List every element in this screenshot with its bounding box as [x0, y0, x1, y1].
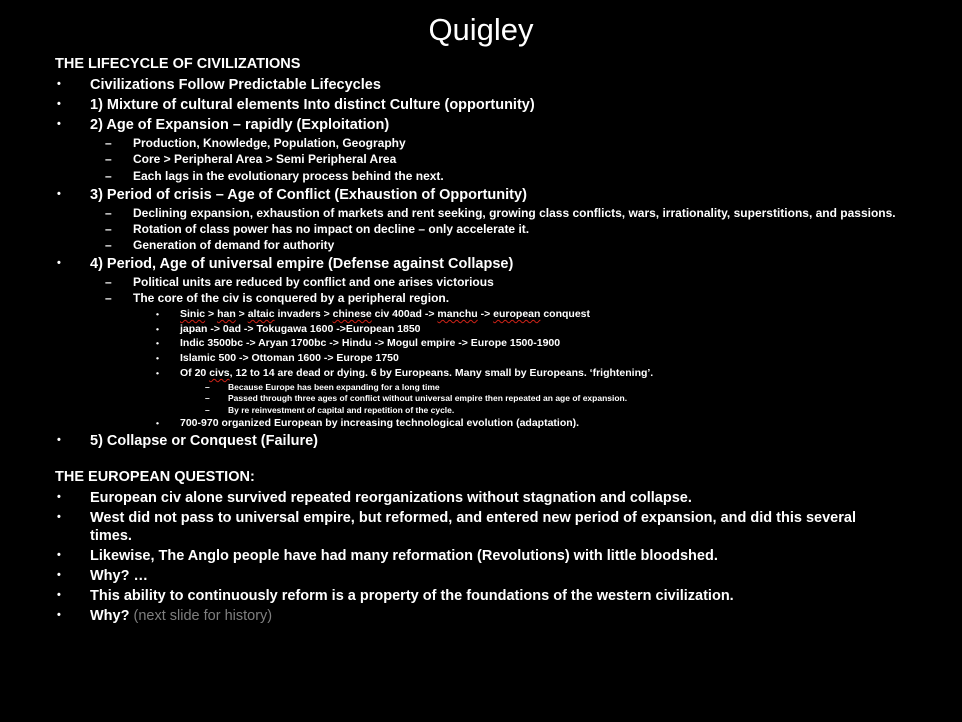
text-run: Declining expansion, exhaustion of markets and rent seeking, growing class conflicts, wars, irrationality, superstitions, and passions. — [133, 205, 896, 220]
text-run: By re reinvestment of capital and repetition of the cycle. — [228, 405, 455, 416]
section-heading: THE EUROPEAN QUESTION: — [55, 468, 255, 485]
section — [0, 55, 962, 451]
bullet-marker: – — [105, 291, 112, 306]
bullet-line — [0, 547, 962, 565]
bullet-text — [180, 323, 962, 336]
text-run: Civilizations Follow Predictable Lifecycles — [90, 76, 381, 93]
bullet-line — [0, 337, 962, 350]
bullet-text — [90, 96, 962, 114]
text-run: -> — [477, 307, 494, 320]
bullet-line — [0, 393, 962, 404]
bullet-line — [0, 323, 962, 336]
text-run: Likewise, The Anglo people have had many reformation (Revolutions) with little bloodshed. — [90, 548, 718, 565]
bullet-text — [133, 222, 962, 237]
text-run: Of 20 — [180, 366, 210, 379]
bullet-line — [0, 367, 962, 380]
bullet-marker: • — [57, 569, 61, 582]
section — [0, 468, 962, 626]
bullet-marker: – — [105, 221, 112, 236]
bullet-text — [133, 169, 962, 184]
misspelled-word: han — [217, 307, 236, 320]
text-run: > — [205, 307, 218, 320]
section-heading: THE LIFECYCLE OF CIVILIZATIONS — [55, 55, 301, 72]
bullet-text — [133, 152, 962, 167]
text-run: 4) Period, Age of universal empire (Defense against Collapse) — [90, 256, 514, 273]
bullet-line — [0, 96, 962, 114]
bullet-text — [90, 567, 962, 585]
text-run: Core > Peripheral Area > Semi Peripheral Area — [133, 152, 397, 167]
bullet-text — [90, 547, 962, 565]
text-run: Why? … — [90, 568, 148, 585]
text-run: This ability to continuously reform is a property of the foundations of the western civilization. — [90, 588, 734, 605]
bullet-marker: • — [57, 589, 61, 602]
bullet-marker: • — [156, 308, 159, 319]
text-run: Rotation of class power has no impact on decline – only accelerate it. — [133, 221, 530, 236]
bullet-line — [0, 405, 962, 416]
bullet-line — [0, 275, 962, 290]
bullet-text — [90, 255, 962, 273]
bullet-text — [133, 206, 962, 221]
bullet-marker: • — [57, 257, 61, 270]
text-run: Generation of demand for authority — [133, 238, 335, 253]
bullet-marker: • — [57, 97, 61, 110]
bullet-marker: – — [105, 205, 112, 220]
bullet-marker: • — [156, 323, 159, 334]
bullet-line — [0, 238, 962, 253]
misspelled-word: chinese — [332, 307, 372, 320]
bullet-marker: • — [156, 367, 159, 378]
bullet-text — [90, 186, 962, 204]
text-run: 2) Age of Expansion – rapidly (Exploitation) — [90, 117, 390, 134]
text-run: Because Europe has been expanding for a long time — [228, 381, 440, 392]
text-run: Each lags in the evolutionary process behind the next. — [133, 168, 444, 183]
bullet-line — [0, 76, 962, 94]
bullet-text — [90, 116, 962, 134]
bullet-text — [90, 587, 962, 605]
bullet-line — [0, 352, 962, 365]
bullet-text — [90, 607, 962, 625]
bullet-marker: • — [57, 187, 61, 200]
bullet-marker: • — [57, 434, 61, 447]
text-run: japan -> 0ad -> Tokugawa 1600 ->European 1850 — [180, 322, 421, 335]
bullet-marker: – — [105, 275, 112, 290]
text-run: invaders > — [274, 307, 333, 320]
bullet-text — [228, 393, 962, 404]
text-run: > — [235, 307, 248, 320]
bullet-text — [180, 417, 962, 430]
text-run: civ 400ad -> — [371, 307, 438, 320]
bullet-line — [0, 152, 962, 167]
bullet-line — [0, 308, 962, 321]
text-run: The core of the civ is conquered by a peripheral region. — [133, 291, 450, 306]
bullet-text — [180, 308, 962, 321]
text-run: European civ alone survived repeated reorganizations without stagnation and collapse. — [90, 489, 692, 506]
text-run: 5) Collapse or Conquest (Failure) — [90, 433, 318, 450]
bullet-marker: • — [57, 549, 61, 562]
bullet-marker: • — [57, 118, 61, 131]
bullet-text — [180, 367, 962, 380]
bullet-line — [0, 255, 962, 273]
bullet-marker: • — [156, 353, 159, 364]
bullet-marker: – — [205, 393, 210, 404]
bullet-line — [0, 432, 962, 450]
bullet-marker: – — [105, 168, 112, 183]
bullet-line — [0, 136, 962, 151]
text-run: West did not pass to universal empire, but reformed, and entered new period of expansion, and did this several times. — [90, 509, 856, 544]
bullet-text — [133, 238, 962, 253]
bullet-marker: • — [57, 490, 61, 503]
bullet-line — [0, 382, 962, 393]
bullet-line — [0, 169, 962, 184]
text-run: Indic 3500bc -> Aryan 1700bc -> Hindu -> Mogul empire -> Europe 1500-1900 — [180, 337, 561, 350]
bullet-text — [133, 275, 962, 290]
bullet-marker: • — [57, 77, 61, 90]
bullet-text — [90, 76, 962, 94]
text-run: Passed through three ages of conflict without universal empire then repeated an age of expansion. — [228, 393, 628, 404]
bullet-marker: • — [57, 609, 61, 622]
text-run: Production, Knowledge, Population, Geography — [133, 136, 406, 151]
misspelled-word: manchu — [437, 307, 478, 320]
slide-content — [0, 55, 962, 626]
text-run: 3) Period of crisis – Age of Conflict (Exhaustion of Opportunity) — [90, 186, 527, 203]
bullet-marker: • — [156, 338, 159, 349]
bullet-text — [90, 489, 962, 507]
misspelled-word: european — [493, 307, 541, 320]
bullet-line — [0, 417, 962, 430]
text-run: Why? — [90, 608, 134, 625]
misspelled-word: civs — [209, 366, 230, 379]
bullet-text — [90, 509, 962, 545]
bullet-text — [90, 432, 962, 450]
bullet-text — [180, 337, 962, 350]
bullet-marker: – — [205, 405, 210, 416]
bullet-line — [0, 587, 962, 605]
bullet-marker: • — [156, 418, 159, 429]
bullet-line — [0, 489, 962, 507]
bullet-marker: • — [57, 510, 61, 523]
bullet-line — [0, 186, 962, 204]
text-run: Political units are reduced by conflict and one arises victorious — [133, 275, 494, 290]
text-run: Islamic 500 -> Ottoman 1600 -> Europe 1750 — [180, 352, 399, 365]
bullet-marker: – — [205, 381, 210, 392]
bullet-text — [133, 136, 962, 151]
text-run: 700-970 organized European by increasing technological evolution (adaptation). — [180, 417, 580, 430]
muted-note: (next slide for history) — [133, 608, 273, 625]
bullet-line — [0, 509, 962, 545]
bullet-line — [0, 206, 962, 221]
bullet-line — [0, 567, 962, 585]
bullet-text — [133, 291, 962, 306]
text-run: conquest — [540, 307, 591, 320]
bullet-line — [0, 116, 962, 134]
bullet-text — [180, 352, 962, 365]
slide-title: Quigley — [428, 12, 534, 47]
text-run: 1) Mixture of cultural elements Into distinct Culture (opportunity) — [90, 96, 535, 113]
bullet-line — [0, 291, 962, 306]
text-run: , 12 to 14 are dead or dying. 6 by Europeans. Many small by Europeans. ‘frightening’. — [229, 366, 654, 379]
bullet-text — [228, 382, 962, 393]
bullet-text — [228, 405, 962, 416]
bullet-marker: – — [105, 152, 112, 167]
misspelled-word: altaic — [247, 307, 275, 320]
bullet-marker: – — [105, 136, 112, 151]
bullet-line — [0, 607, 962, 625]
bullet-line — [0, 222, 962, 237]
misspelled-word: Sinic — [180, 307, 206, 320]
bullet-marker: – — [105, 238, 112, 253]
